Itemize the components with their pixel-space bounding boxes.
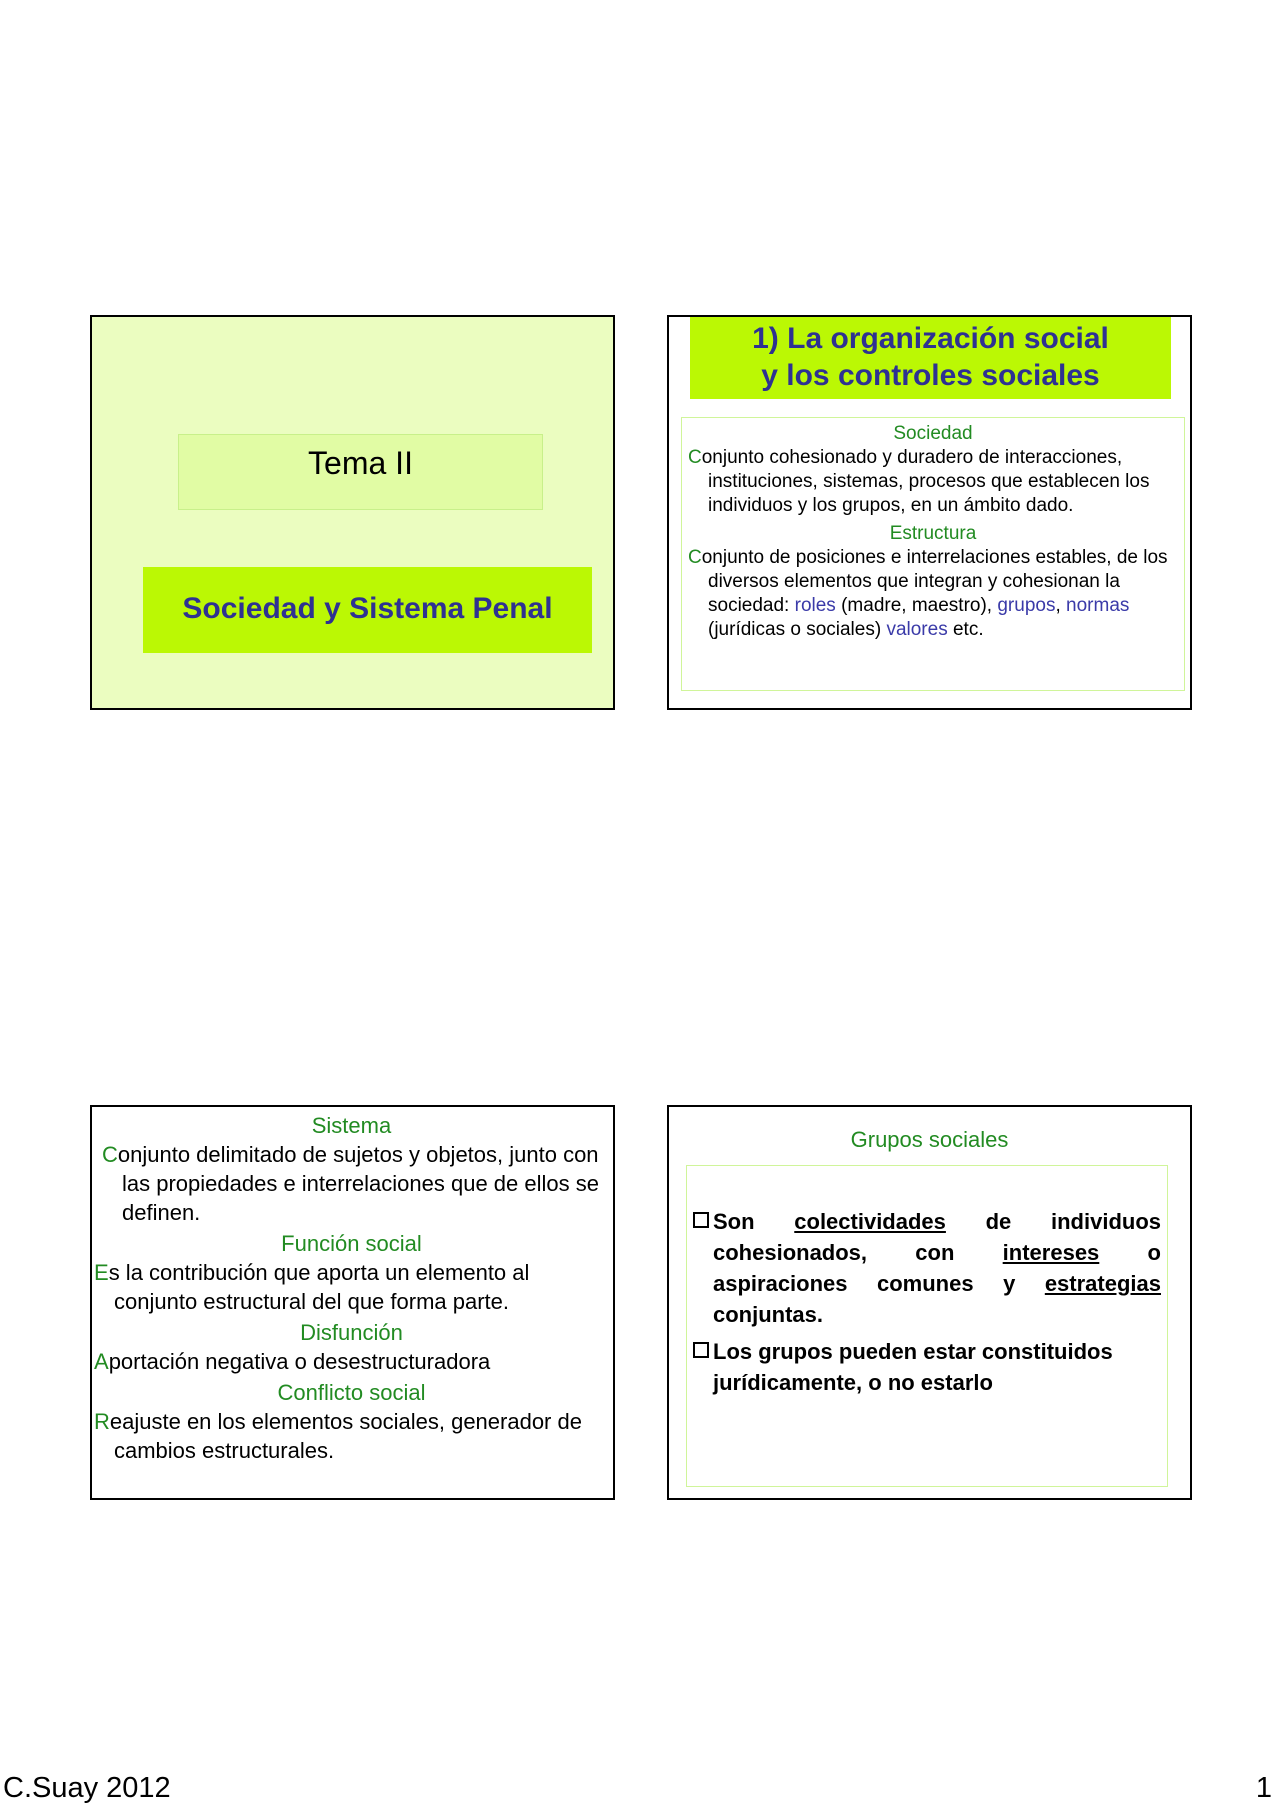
slide-3	[90, 1105, 615, 1500]
slide-2-title	[690, 317, 1171, 399]
bullet-text: o aspiraciones comunes y	[713, 1240, 1161, 1296]
term-normas: normas	[1066, 595, 1130, 616]
slide-1	[90, 315, 615, 710]
sistema-definition	[102, 1140, 609, 1227]
definition-text: onjunto delimitado de sujetos y objetos, junto con las propiedades e interrelaciones que de ellos se definen.	[117, 1142, 599, 1225]
slide-subtitle: Sociedad y Sistema Penal	[143, 567, 592, 653]
disfuncion-heading: Disfunción	[300, 1320, 403, 1345]
grupos-heading: Grupos sociales	[850, 1127, 1009, 1152]
initial-letter: C	[688, 447, 702, 468]
definition-text: s la contribución que aporta un elemento al conjunto estructural del que forma parte.	[108, 1260, 530, 1314]
checkbox-bullet-icon	[693, 1212, 709, 1228]
definition-text: eajuste en los elementos sociales, generador de cambios estructurales.	[109, 1409, 582, 1463]
term-valores: valores	[886, 619, 948, 640]
comma: ,	[1055, 595, 1061, 616]
underlined-term: estrategias	[1044, 1271, 1161, 1296]
checkbox-bullet-icon	[693, 1342, 709, 1358]
initial-letter: A	[94, 1349, 109, 1374]
term-grupos: grupos	[997, 595, 1056, 616]
sistema-heading: Sistema	[311, 1113, 392, 1138]
funcion-heading: Función social	[281, 1231, 422, 1256]
initial-letter: C	[102, 1142, 118, 1167]
page-number: 1	[1255, 1772, 1272, 1804]
tema-title: Tema II	[178, 434, 543, 510]
sociedad-definition	[688, 446, 1176, 518]
title-line-2: y los controles sociales	[761, 359, 1100, 392]
bullet-text: Son	[713, 1209, 795, 1234]
definition-text: portación negativa o desestructuradora	[108, 1349, 491, 1374]
definition-text: (madre, maestro),	[835, 595, 998, 616]
slide-2	[667, 315, 1192, 710]
bullet-item	[693, 1206, 1161, 1330]
sociedad-heading: Sociedad	[893, 423, 973, 444]
underlined-term: colectividades	[794, 1209, 946, 1234]
underlined-term: intereses	[1002, 1240, 1100, 1265]
slide-4	[667, 1105, 1192, 1500]
bullet-text: de individuos cohesionados, con	[713, 1209, 1161, 1265]
bullet-text: conjuntas.	[713, 1302, 824, 1327]
bullet-text: Los grupos pueden estar constituidos jurídicamente, o no estarlo	[713, 1339, 1113, 1395]
disfuncion-definition	[94, 1347, 609, 1376]
initial-letter: R	[94, 1409, 110, 1434]
footer-author: C.Suay 2012	[3, 1772, 171, 1804]
estructura-heading: Estructura	[889, 523, 977, 544]
estructura-definition	[688, 546, 1176, 642]
initial-letter: E	[94, 1260, 109, 1285]
initial-letter: C	[688, 547, 702, 568]
title-line-1: 1) La organización social	[752, 322, 1109, 355]
term-roles: roles	[794, 595, 836, 616]
conflicto-heading: Conflicto social	[277, 1380, 426, 1405]
definition-text: onjunto cohesionado y duradero de interacciones, instituciones, sistemas, procesos que establecen los individuos y los grupos, en un ámbito dado.	[701, 447, 1150, 516]
bullets-box	[686, 1165, 1168, 1487]
definition-text: onjunto de posiciones e interrelaciones estables, de los diversos elementos que integran y cohesionan la sociedad:	[701, 547, 1168, 616]
bullet-item	[693, 1336, 1161, 1398]
conflicto-definition	[94, 1407, 609, 1465]
definitions-box	[681, 417, 1185, 691]
funcion-definition	[94, 1258, 609, 1316]
definitions-list	[92, 1107, 613, 1498]
definition-text: etc.	[947, 619, 984, 640]
definition-text: (jurídicas o sociales)	[708, 619, 887, 640]
